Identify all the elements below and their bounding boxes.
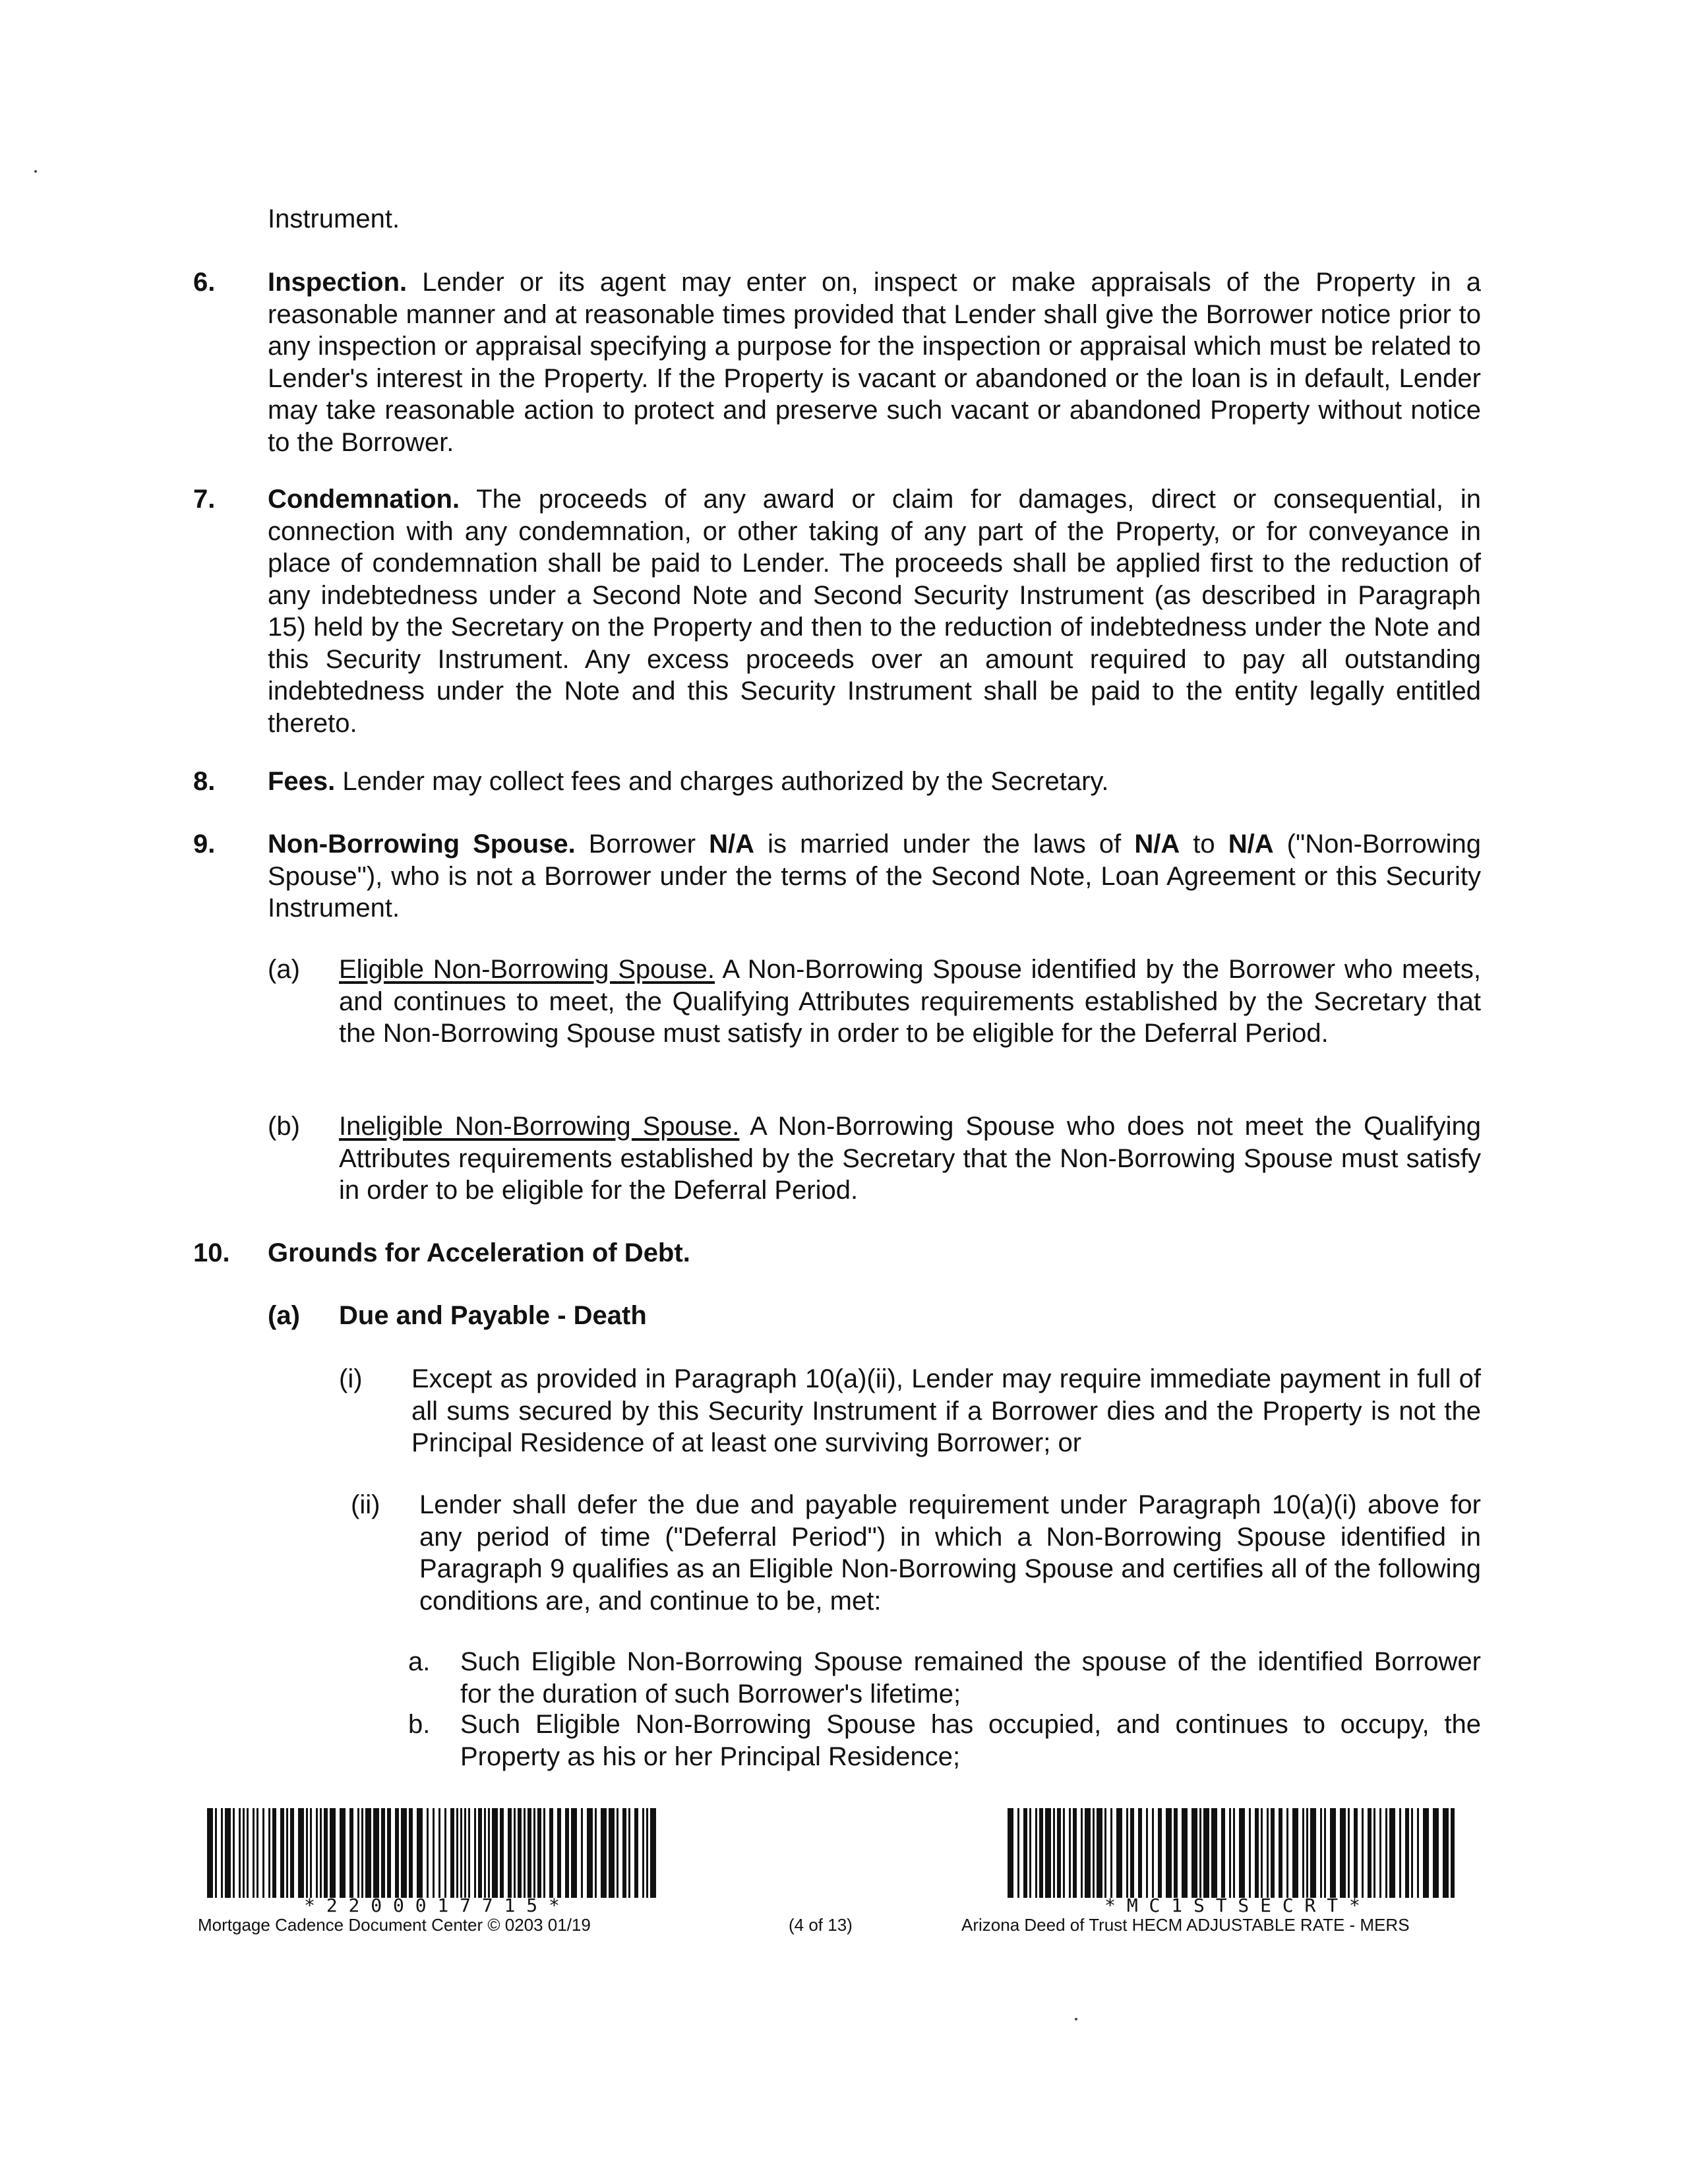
barcode-bar	[1126, 1808, 1128, 1898]
barcode-bar	[1045, 1808, 1051, 1898]
section-7-paragraph	[268, 483, 1481, 739]
section-6-text: Lender or its agent may enter on, inspect or make appraisals of the Property in a reasonable manner and at reasonable times provided that Lender shall give the Borrower notice prior to any inspection or appraisal specifying a purpose for the inspection or appraisal which must be related to Lender's interest in the Property. If the Property is vacant or abandoned or the loan is in default, Lender may take reasonable action to protect and preserve such vacant or abandoned Property without notice to the Borrower.	[268, 268, 1481, 457]
barcode-bar	[268, 1808, 270, 1898]
section-6-heading: Inspection.	[268, 268, 407, 297]
barcode-bar	[543, 1808, 545, 1898]
barcode-bar	[373, 1808, 379, 1898]
barcode-bar	[1191, 1808, 1197, 1898]
footer-left-text: Mortgage Cadence Document Center © 0203 01/19	[198, 1915, 591, 1935]
barcode-left-digits: * 2 2 0 0 0 1 7 7 1 5 *	[304, 1895, 560, 1916]
barcode-bar	[1267, 1808, 1269, 1898]
barcode-bar	[1292, 1808, 1298, 1898]
barcode-bar	[1116, 1808, 1122, 1898]
barcode-bar	[1023, 1808, 1027, 1898]
barcode-bar	[468, 1808, 470, 1898]
barcode-bar	[609, 1808, 615, 1898]
section-10-heading: Grounds for Acceleration of Debt.	[268, 1238, 690, 1267]
barcode-bar	[478, 1808, 482, 1898]
barcode-bar	[1362, 1808, 1364, 1898]
barcode-bar	[634, 1808, 638, 1898]
barcode-bar	[528, 1808, 531, 1898]
barcode-bar	[518, 1808, 522, 1898]
barcode-bar	[514, 1808, 516, 1898]
section-9a-text: A Non-Borrowing Spouse identified by the Borrower who meets, and continues to meet, the Qualifying Attributes requirements established by the Secretary that the Non-Borrowing Spouse must satisfy in order to be eligible for the Deferral Period.	[339, 955, 1481, 1048]
barcode-bar	[247, 1808, 249, 1898]
barcode-bar	[488, 1808, 490, 1898]
section-7-number: 7.	[193, 485, 216, 514]
section-9b-text: A Non-Borrowing Spouse who does not meet the Qualifying Attributes requirements established by the Secretary that the Non-Borrowing Spouse must satisfy in order to be eligible for the Deferral Period.	[339, 1112, 1482, 1205]
section-9-number: 9.	[193, 830, 216, 859]
section-7-heading: Condemnation.	[268, 485, 460, 514]
barcode-bar	[1211, 1808, 1217, 1898]
barcode-bar	[1008, 1808, 1013, 1898]
list-item-a-marker: a.	[408, 1647, 431, 1676]
section-10a-marker: (a)	[268, 1301, 300, 1330]
barcode-bar	[1354, 1808, 1358, 1898]
barcode-bar	[1152, 1808, 1154, 1898]
barcode-bar	[320, 1808, 322, 1898]
barcode-bar	[243, 1808, 245, 1898]
barcode-bar	[1368, 1808, 1372, 1898]
barcode-bar	[349, 1808, 353, 1898]
barcode-bar	[357, 1808, 359, 1898]
barcode-bar	[298, 1808, 304, 1898]
barcode-bar	[215, 1808, 217, 1898]
barcode-bar	[1373, 1808, 1375, 1898]
barcode-bar	[1239, 1808, 1245, 1898]
barcode-bar	[253, 1808, 255, 1898]
barcode-bar	[1057, 1808, 1061, 1898]
barcode-left	[207, 1808, 657, 1898]
section-10a-ii-paragraph: Lender shall defer the due and payable requirement under Paragraph 10(a)(i) above for any period of time ("Deferral Period") in which a Non-Borrowing Spouse identified in Paragraph 9 qualifies as an Eligible Non-Borrowing Spouse and certifies all of the following conditions are, and continue to be, met:	[419, 1490, 1481, 1616]
barcode-bar	[450, 1808, 454, 1898]
barcode-bar	[330, 1808, 336, 1898]
barcode-bar	[433, 1808, 435, 1898]
section-8-text: Lender may collect fees and charges authorized by the Secretary.	[335, 767, 1109, 796]
section-9a-marker: (a)	[268, 955, 300, 984]
barcode-bar	[1411, 1808, 1413, 1898]
barcode-bar	[500, 1808, 504, 1898]
barcode-bar	[1085, 1808, 1091, 1898]
barcode-bar	[427, 1808, 429, 1898]
section-9-text-3: to	[1180, 830, 1228, 859]
barcode-bar	[1261, 1808, 1263, 1898]
barcode-bar	[1330, 1808, 1336, 1898]
barcode-bar	[524, 1808, 526, 1898]
barcode-right-digits: * M C 1 S T S E C R T *	[1104, 1895, 1360, 1916]
section-6-number: 6.	[193, 268, 216, 297]
barcode-bar	[1379, 1808, 1381, 1898]
section-10a-ii-marker: (ii)	[351, 1490, 380, 1519]
barcode-bar	[1385, 1808, 1387, 1898]
barcode-bar	[381, 1808, 385, 1898]
continuation-text: Instrument.	[268, 204, 400, 233]
section-8-paragraph	[268, 766, 1481, 798]
barcode-bar	[395, 1808, 399, 1898]
barcode-bar	[460, 1808, 462, 1898]
barcode-bar	[650, 1808, 656, 1898]
footer-right-text: Arizona Deed of Trust HECM ADJUSTABLE RATE - MERS	[961, 1915, 1410, 1935]
barcode-bar	[628, 1808, 630, 1898]
barcode-bar	[464, 1808, 466, 1898]
barcode-bar	[1249, 1808, 1251, 1898]
barcode-bar	[1166, 1808, 1172, 1898]
section-9-paragraph	[268, 828, 1481, 925]
barcode-bar	[1286, 1808, 1288, 1898]
barcode-bar	[549, 1808, 553, 1898]
section-9-text-1: Borrower	[575, 830, 709, 859]
barcode-bar	[340, 1808, 346, 1898]
section-10-number: 10.	[193, 1238, 230, 1267]
section-9-na-3: N/A	[1228, 830, 1274, 859]
barcode-bar	[316, 1808, 318, 1898]
barcode-bar	[1203, 1808, 1209, 1898]
barcode-bar	[239, 1808, 241, 1898]
barcode-bar	[1451, 1808, 1455, 1898]
barcode-bar	[581, 1808, 583, 1898]
barcode-bar	[508, 1808, 512, 1898]
barcode-bar	[1399, 1808, 1401, 1898]
barcode-bar	[587, 1808, 593, 1898]
barcode-bar	[1310, 1808, 1316, 1898]
barcode-bar	[310, 1808, 312, 1898]
barcode-bar	[1104, 1808, 1106, 1898]
section-9-text-4: ("Non-Borrowing Spouse"), who is not a Borrower under the terms of the Second Note, Loan Agreement or this Security Instrument.	[268, 830, 1481, 923]
barcode-bar	[1229, 1808, 1231, 1898]
barcode-bar	[438, 1808, 440, 1898]
barcode-bar	[595, 1808, 597, 1898]
barcode-bar	[280, 1808, 284, 1898]
section-9-heading: Non-Borrowing Spouse.	[268, 830, 576, 859]
barcode-bar	[221, 1808, 223, 1898]
section-9b-marker: (b)	[268, 1112, 300, 1141]
section-10a-i-marker: (i)	[339, 1364, 363, 1393]
barcode-bar	[642, 1808, 644, 1898]
barcode-bar	[1324, 1808, 1326, 1898]
list-item-a-text: Such Eligible Non-Borrowing Spouse remained the spouse of the identified Borrower for the duration of such Borrower's lifetime;	[460, 1647, 1481, 1709]
section-9a-title: Eligible Non-Borrowing Spouse.	[339, 955, 715, 984]
barcode-bar	[565, 1808, 569, 1898]
section-9b-paragraph	[339, 1110, 1481, 1207]
barcode-bar	[1039, 1808, 1043, 1898]
barcode-bar	[225, 1808, 231, 1898]
barcode-bar	[306, 1808, 308, 1898]
section-8-heading: Fees.	[268, 767, 336, 796]
scan-speck	[34, 170, 37, 173]
barcode-bar	[233, 1808, 235, 1898]
barcode-bar	[571, 1808, 577, 1898]
barcode-bar	[417, 1808, 423, 1898]
barcode-bar	[262, 1808, 264, 1898]
section-10a-heading: Due and Payable - Death	[339, 1301, 647, 1330]
page-indicator: (4 of 13)	[789, 1915, 853, 1935]
barcode-bar	[1348, 1808, 1350, 1898]
section-9a-paragraph	[339, 954, 1481, 1050]
barcode-bar	[1320, 1808, 1322, 1898]
barcode-bar	[1443, 1808, 1449, 1898]
barcode-bar	[484, 1808, 486, 1898]
barcode-bar	[601, 1808, 607, 1898]
barcode-bar	[1271, 1808, 1275, 1898]
barcode-bar	[1017, 1808, 1019, 1898]
barcode-bar	[1138, 1808, 1142, 1898]
barcode-bar	[409, 1808, 413, 1898]
section-9-na-1: N/A	[709, 830, 755, 859]
barcode-bar	[1221, 1808, 1225, 1898]
section-6-paragraph	[268, 266, 1481, 458]
barcode-bar	[1389, 1808, 1395, 1898]
barcode-bar	[1073, 1808, 1077, 1898]
list-item-b-text: Such Eligible Non-Borrowing Spouse has occupied, and continues to occupy, the Property as his or her Principal Residence;	[460, 1710, 1481, 1771]
barcode-bar	[1302, 1808, 1304, 1898]
barcode-bar	[1053, 1808, 1055, 1898]
section-9-na-2: N/A	[1134, 830, 1180, 859]
section-7-text: The proceeds of any award or claim for damages, direct or consequential, in connection with any condemnation, or other taking of any part of the Property, or for conveyance in place of condemnation shall be paid to Lender. The proceeds shall be applied first to the reduction of any indebtedness under a Second Note and Second Security Instrument (as described in Paragraph 15) held by the Secretary on the Property and then to the reduction of indebtedness under the Note and this Security Instrument. Any excess proceeds over an amount required to pay all outstanding indebtedness under the Note and this Security Instrument shall be paid to the entity legally entitled thereto.	[268, 485, 1481, 738]
barcode-bar	[256, 1808, 258, 1898]
barcode-bar	[444, 1808, 446, 1898]
section-9-text-2: is married under the laws of	[754, 830, 1135, 859]
barcode-bar	[1423, 1808, 1429, 1898]
barcode-bar	[286, 1808, 288, 1898]
barcode-bar	[1081, 1808, 1083, 1898]
barcode-bar	[456, 1808, 458, 1898]
barcode-bar	[1035, 1808, 1037, 1898]
barcode-bar	[290, 1808, 294, 1898]
barcode-bar	[617, 1808, 618, 1898]
barcode-bar	[324, 1808, 328, 1898]
barcode-bar	[1340, 1808, 1346, 1898]
barcode-bar	[537, 1808, 541, 1898]
barcode-bar	[1233, 1808, 1235, 1898]
barcode-bar	[365, 1808, 371, 1898]
barcode-bar	[1093, 1808, 1095, 1898]
barcode-bar	[1279, 1808, 1282, 1898]
barcode-bar	[1255, 1808, 1259, 1898]
section-8-number: 8.	[193, 767, 216, 796]
barcode-bar	[1029, 1808, 1031, 1898]
barcode-bar	[1182, 1808, 1188, 1898]
section-9b-title: Ineligible Non-Borrowing Spouse.	[339, 1112, 740, 1141]
barcode-bar	[1174, 1808, 1178, 1898]
barcode-right	[1008, 1808, 1457, 1898]
barcode-bar	[1146, 1808, 1148, 1898]
barcode-bar	[1405, 1808, 1409, 1898]
barcode-bar	[1063, 1808, 1065, 1898]
barcode-bar	[474, 1808, 476, 1898]
barcode-bar	[361, 1808, 363, 1898]
barcode-bar	[272, 1808, 276, 1898]
barcode-bar	[401, 1808, 407, 1898]
barcode-bar	[1130, 1808, 1134, 1898]
barcode-bar	[1199, 1808, 1201, 1898]
barcode-bar	[622, 1808, 626, 1898]
barcode-bar	[1110, 1808, 1112, 1898]
barcode-bar	[646, 1808, 648, 1898]
barcode-bar	[1433, 1808, 1439, 1898]
barcode-bar	[1158, 1808, 1162, 1898]
barcode-bar	[1069, 1808, 1071, 1898]
barcode-bar	[387, 1808, 391, 1898]
barcode-bar	[533, 1808, 535, 1898]
section-10a-i-paragraph: Except as provided in Paragraph 10(a)(ii), Lender may require immediate payment in full of all sums secured by this Security Instrument if a Borrower dies and the Property is not the Principal Residence of at least one surviving Borrower; or	[411, 1364, 1481, 1457]
barcode-bar	[1306, 1808, 1308, 1898]
barcode-bar	[207, 1808, 213, 1898]
list-item-b-marker: b.	[408, 1710, 431, 1739]
scan-speck	[1075, 2018, 1077, 2020]
barcode-bar	[1097, 1808, 1102, 1898]
barcode-bar	[1417, 1808, 1419, 1898]
barcode-bar	[557, 1808, 561, 1898]
barcode-bar	[492, 1808, 498, 1898]
